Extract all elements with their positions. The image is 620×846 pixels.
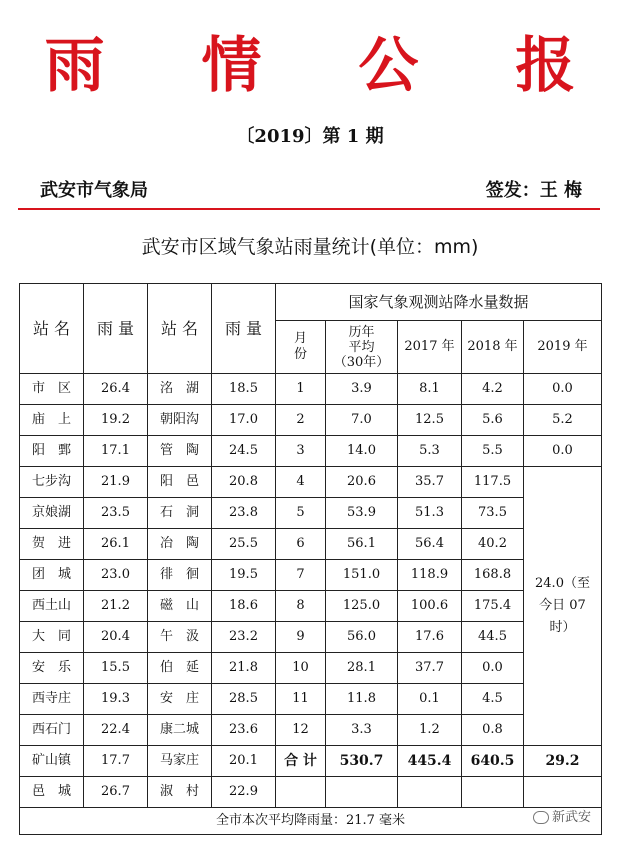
signatory: 签发：王 梅 [485,180,582,201]
value-2018: 5.6 [462,405,524,436]
value-2017: 118.9 [398,560,462,591]
average-cell: 3.3 [326,715,398,746]
month-cell: 12 [276,715,326,746]
average-cell: 151.0 [326,560,398,591]
header-national-data: 国家气象观测站降水量数据 [276,284,602,321]
rainfall-value: 17.1 [84,436,148,467]
station-name: 马家庄 [148,746,212,777]
station-name: 磁 山 [148,591,212,622]
value-2017: 56.4 [398,529,462,560]
rainfall-value: 17.0 [212,405,276,436]
average-cell: 14.0 [326,436,398,467]
station-name: 团 城 [20,560,84,591]
empty-cell [398,777,462,808]
rainfall-value: 20.4 [84,622,148,653]
table-row [20,436,602,467]
station-name: 西石门 [20,715,84,746]
month-cell: 11 [276,684,326,715]
station-name: 午 汲 [148,622,212,653]
average-cell: 11.8 [326,684,398,715]
header-2018: 2018 年 [462,321,524,374]
station-name: 管 陶 [148,436,212,467]
issuing-organization: 武安市气象局 [40,180,148,201]
average-cell: 56.0 [326,622,398,653]
station-name: 西寺庄 [20,684,84,715]
rainfall-value: 22.9 [212,777,276,808]
rainfall-value: 23.8 [212,498,276,529]
header-rain-2: 雨 量 [212,284,276,374]
average-cell: 53.9 [326,498,398,529]
value-2018: 44.5 [462,622,524,653]
empty-cell [462,777,524,808]
header-rain-1: 雨 量 [84,284,148,374]
station-name: 康二城 [148,715,212,746]
bulletin-title: 雨 情 公 报 [44,31,614,101]
month-cell: 9 [276,622,326,653]
header-station-1: 站 名 [20,284,84,374]
month-cell: 10 [276,653,326,684]
value-2017: 17.6 [398,622,462,653]
rainfall-value: 25.5 [212,529,276,560]
value-2017: 51.3 [398,498,462,529]
average-cell: 3.9 [326,374,398,405]
issue-number: 〔2019〕第 1 期 [236,126,384,147]
total-2018: 640.5 [462,746,524,777]
rainfall-value: 23.5 [84,498,148,529]
rainfall-value: 19.2 [84,405,148,436]
value-2018: 4.5 [462,684,524,715]
value-2018: 117.5 [462,467,524,498]
value-2019-merged: 24.0（至今日 07 时） [524,467,602,746]
station-name: 朝阳沟 [148,405,212,436]
rainfall-value: 20.8 [212,467,276,498]
rainfall-value: 19.5 [212,560,276,591]
rainfall-value: 26.1 [84,529,148,560]
station-name: 京娘湖 [20,498,84,529]
value-2017: 8.1 [398,374,462,405]
station-name: 石 洞 [148,498,212,529]
month-cell: 6 [276,529,326,560]
value-2018: 175.4 [462,591,524,622]
rainfall-value: 21.2 [84,591,148,622]
station-name: 庙 上 [20,405,84,436]
station-name: 伯 延 [148,653,212,684]
station-name: 贺 进 [20,529,84,560]
table-row [20,653,602,684]
value-2017: 37.7 [398,653,462,684]
value-2019: 5.2 [524,405,602,436]
station-name: 安 乐 [20,653,84,684]
watermark-text: 新武安 [552,810,592,825]
rainfall-value: 17.7 [84,746,148,777]
month-cell: 4 [276,467,326,498]
wechat-icon [533,811,549,824]
rainfall-value: 19.3 [84,684,148,715]
station-name: 阳 鄄 [20,436,84,467]
station-name: 邑 城 [20,777,84,808]
rainfall-value: 23.6 [212,715,276,746]
station-name: 西土山 [20,591,84,622]
value-2018: 5.5 [462,436,524,467]
value-2018: 73.5 [462,498,524,529]
value-2018: 168.8 [462,560,524,591]
total-average: 530.7 [326,746,398,777]
rainfall-value: 15.5 [84,653,148,684]
value-2017: 100.6 [398,591,462,622]
average-cell: 56.1 [326,529,398,560]
average-rainfall-note: 全市本次平均降雨量：21.7 毫米 [20,808,602,835]
month-cell: 5 [276,498,326,529]
station-name: 冶 陶 [148,529,212,560]
total-2019: 29.2 [524,746,602,777]
station-name: 矿山镇 [20,746,84,777]
value-2018: 4.2 [462,374,524,405]
rainfall-value: 22.4 [84,715,148,746]
table-row [20,405,602,436]
value-2017: 5.3 [398,436,462,467]
rainfall-value: 24.5 [212,436,276,467]
rainfall-value: 26.7 [84,777,148,808]
footnote-row [20,808,602,835]
table-row [20,715,602,746]
table-row [20,560,602,591]
rainfall-value: 23.0 [84,560,148,591]
empty-cell [276,777,326,808]
rainfall-value: 26.4 [84,374,148,405]
station-name: 阳 邑 [148,467,212,498]
station-name: 洺 湖 [148,374,212,405]
table-title: 武安市区域气象站雨量统计(单位：mm) [141,236,479,258]
station-name: 市 区 [20,374,84,405]
red-divider [18,208,600,210]
average-cell: 28.1 [326,653,398,684]
rainfall-value: 20.1 [212,746,276,777]
month-cell: 1 [276,374,326,405]
rainfall-value: 21.8 [212,653,276,684]
value-2018: 40.2 [462,529,524,560]
table-row [20,467,602,498]
table-row [20,529,602,560]
watermark [533,806,591,825]
table-row [20,498,602,529]
month-cell: 7 [276,560,326,591]
rainfall-value: 18.5 [212,374,276,405]
header-2019: 2019 年 [524,321,602,374]
value-2017: 12.5 [398,405,462,436]
station-name: 安 庄 [148,684,212,715]
total-2017: 445.4 [398,746,462,777]
value-2017: 35.7 [398,467,462,498]
rainfall-table [19,283,602,835]
value-2018: 0.0 [462,653,524,684]
header-station-2: 站 名 [148,284,212,374]
station-name: 七步沟 [20,467,84,498]
rainfall-value: 23.2 [212,622,276,653]
empty-cell [524,777,602,808]
value-2017: 1.2 [398,715,462,746]
rainfall-value: 28.5 [212,684,276,715]
month-cell: 3 [276,436,326,467]
empty-cell [326,777,398,808]
month-cell: 8 [276,591,326,622]
table-row [20,777,602,808]
station-name: 徘 徊 [148,560,212,591]
value-2019: 0.0 [524,436,602,467]
table-row [20,591,602,622]
total-row [20,746,602,777]
header-month: 月 份 [276,321,326,374]
table-row [20,684,602,715]
table-row [20,622,602,653]
average-cell: 20.6 [326,467,398,498]
value-2019: 0.0 [524,374,602,405]
month-cell: 2 [276,405,326,436]
rainfall-value: 21.9 [84,467,148,498]
header-average: 历年 平均 （30年） [326,321,398,374]
rainfall-value: 18.6 [212,591,276,622]
average-cell: 7.0 [326,405,398,436]
header-2017: 2017 年 [398,321,462,374]
value-2018: 0.8 [462,715,524,746]
total-label: 合 计 [276,746,326,777]
average-cell: 125.0 [326,591,398,622]
station-name: 大 同 [20,622,84,653]
table-row [20,374,602,405]
station-name: 淑 村 [148,777,212,808]
value-2017: 0.1 [398,684,462,715]
